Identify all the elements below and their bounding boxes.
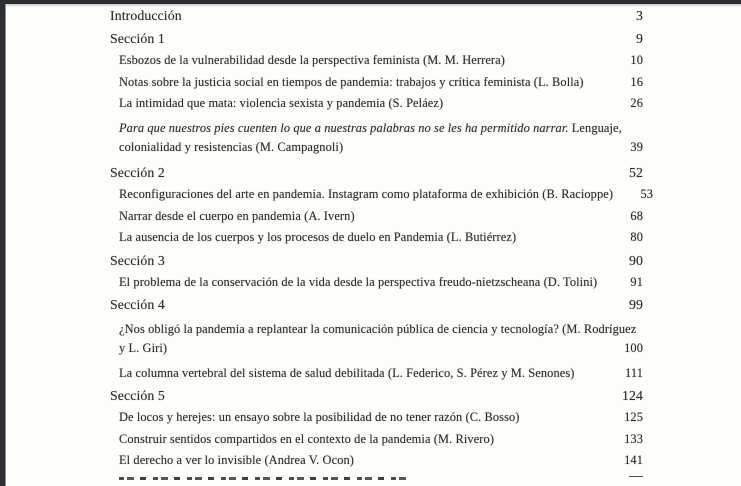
entry-page (613, 76, 643, 89)
entry-title-text: Construir sentidos compartidos en el contexto de la pandemia (M. Rivero) (119, 431, 495, 446)
entry-page-number: 141 (624, 453, 643, 467)
toc-section-row (110, 388, 643, 403)
entry-page (613, 433, 643, 446)
entry-page-number: 90 (629, 252, 643, 268)
entry-page-number: 26 (630, 96, 643, 110)
toc-entry-row (110, 54, 643, 67)
entry-title (119, 119, 647, 157)
entry-page (613, 210, 643, 223)
entry-page-number: 68 (630, 208, 643, 223)
entry-title-text: Sección 5 (110, 388, 165, 403)
toc-entry-row (110, 231, 643, 244)
entry-title (119, 320, 647, 358)
entry-page (613, 454, 643, 467)
entry-page-number: 9 (636, 31, 643, 46)
toc-entry-row (110, 454, 643, 467)
entry-page (613, 253, 643, 268)
entry-title (119, 454, 613, 467)
entry-page (623, 188, 653, 201)
entry-title (110, 8, 613, 23)
entry-page-number: 10 (630, 53, 643, 67)
entry-title (110, 253, 613, 268)
entry-title-text: La intimidad que mata: violencia sexista y pandemia (S. Peláez) (119, 96, 444, 110)
toc-entry-row (110, 97, 643, 110)
entry-title (110, 165, 613, 180)
toc-entry-row (110, 119, 643, 157)
entry-title-text: El problema de la conservación de la vida desde la perspectiva freudo-nietzscheana (D. Tolini) (119, 274, 598, 289)
entry-title (119, 54, 613, 67)
toc-list (6, 4, 741, 480)
entry-page-number: 16 (630, 74, 643, 89)
toc-entry-row (110, 76, 643, 89)
toc-section-row (110, 31, 643, 46)
toc-entry-row (110, 433, 643, 446)
entry-title (119, 367, 613, 380)
entry-title (119, 476, 613, 481)
entry-title-text: La columna vertebral del sistema de salud debilitada (L. Federico, S. Pérez y M. Senones) (119, 365, 575, 380)
entry-title-text: Sección 4 (110, 297, 165, 312)
toc-entry-row (110, 210, 643, 223)
entry-page (613, 97, 643, 110)
clipped-text-remnant (119, 477, 411, 480)
entry-title (119, 97, 613, 110)
toc-section-row (110, 297, 643, 312)
entry-page (613, 276, 643, 289)
entry-page-number: 99 (629, 297, 643, 312)
entry-title-text: Notas sobre la justicia social en tiempos de pandemia: trabajos y crítica feminista (L. Bolla) (119, 74, 584, 89)
entry-page (613, 411, 643, 424)
entry-title (119, 210, 613, 223)
entry-page (613, 54, 643, 67)
entry-title (110, 388, 613, 403)
toc-section-row (110, 253, 643, 268)
document-page (5, 4, 741, 486)
entry-page (613, 388, 643, 403)
toc-section-row (110, 165, 643, 180)
entry-title-text: ¿Nos obligó la pandemia a replantear la comunicación pública de ciencia y tecnología? (M. Rodríguez y L. Giri) (119, 322, 637, 355)
entry-page-number: 124 (622, 388, 643, 403)
entry-title-text: Introducción (110, 8, 182, 23)
entry-page-number: 52 (629, 165, 643, 180)
entry-title (119, 433, 613, 446)
entry-title (110, 297, 613, 312)
entry-page (613, 476, 643, 481)
entry-title (119, 231, 613, 244)
entry-title-text: Sección 3 (110, 252, 165, 268)
entry-title (110, 31, 613, 46)
entry-title (119, 276, 613, 289)
entry-title-text: La ausencia de los cuerpos y los procesos de duelo en Pandemia (L. Butiérrez) (119, 230, 517, 244)
window-frame-left-edge (0, 0, 5, 486)
entry-page (613, 31, 643, 46)
entry-title-text: Lenguaje, colonialidad y resistencias (M. Campagnoli) (119, 120, 622, 154)
entry-page (613, 8, 643, 23)
entry-page-number: 80 (630, 230, 643, 244)
entry-page-number: 39 (630, 139, 643, 154)
window-frame-top-edge (0, 0, 741, 4)
entry-page-number: 125 (624, 410, 643, 424)
entry-title (119, 411, 613, 424)
entry-page (613, 165, 643, 180)
entry-page-number: 133 (624, 431, 643, 446)
entry-title-text: Reconfiguraciones del arte en pandemia. Instagram como plataforma de exhibición (B. Racioppe) (119, 187, 614, 201)
entry-page (613, 231, 643, 244)
clipped-page-number-remnant (629, 476, 643, 478)
entry-title-text: Sección 2 (110, 165, 165, 180)
toc-entry-row (110, 320, 643, 358)
entry-title-text: Esbozos de la vulnerabilidad desde la perspectiva feminista (M. M. Herrera) (119, 53, 505, 67)
entry-page (613, 297, 643, 312)
entry-title-text: Narrar desde el cuerpo en pandemia (A. Ivern) (119, 208, 355, 223)
entry-title (119, 76, 613, 89)
entry-title (119, 188, 623, 201)
entry-page-number: 91 (630, 274, 643, 289)
entry-page (613, 367, 643, 380)
entry-page (613, 339, 643, 358)
entry-title-text: Sección 1 (110, 31, 165, 46)
entry-page-number: 3 (636, 8, 643, 23)
entry-title-text: De locos y herejes: un ensayo sobre la posibilidad de no tener razón (C. Bosso) (119, 410, 520, 424)
toc-entry-row (110, 367, 643, 380)
toc-clipped-row (110, 476, 643, 481)
toc-entry-row (110, 276, 643, 289)
entry-page-number: 111 (625, 365, 643, 380)
toc-entry-row (110, 187, 654, 201)
toc-section-row (110, 8, 643, 23)
entry-page-number: 53 (640, 187, 654, 201)
entry-page-number: 100 (624, 341, 643, 355)
entry-page (613, 138, 643, 157)
toc-entry-row (110, 411, 643, 424)
entry-title-text: El derecho a ver lo invisible (Andrea V. Ocon) (119, 453, 355, 467)
entry-title-emphasis: Para que nuestros pies cuenten lo que a nuestras palabras no se les ha permitido narrar. (119, 120, 569, 135)
